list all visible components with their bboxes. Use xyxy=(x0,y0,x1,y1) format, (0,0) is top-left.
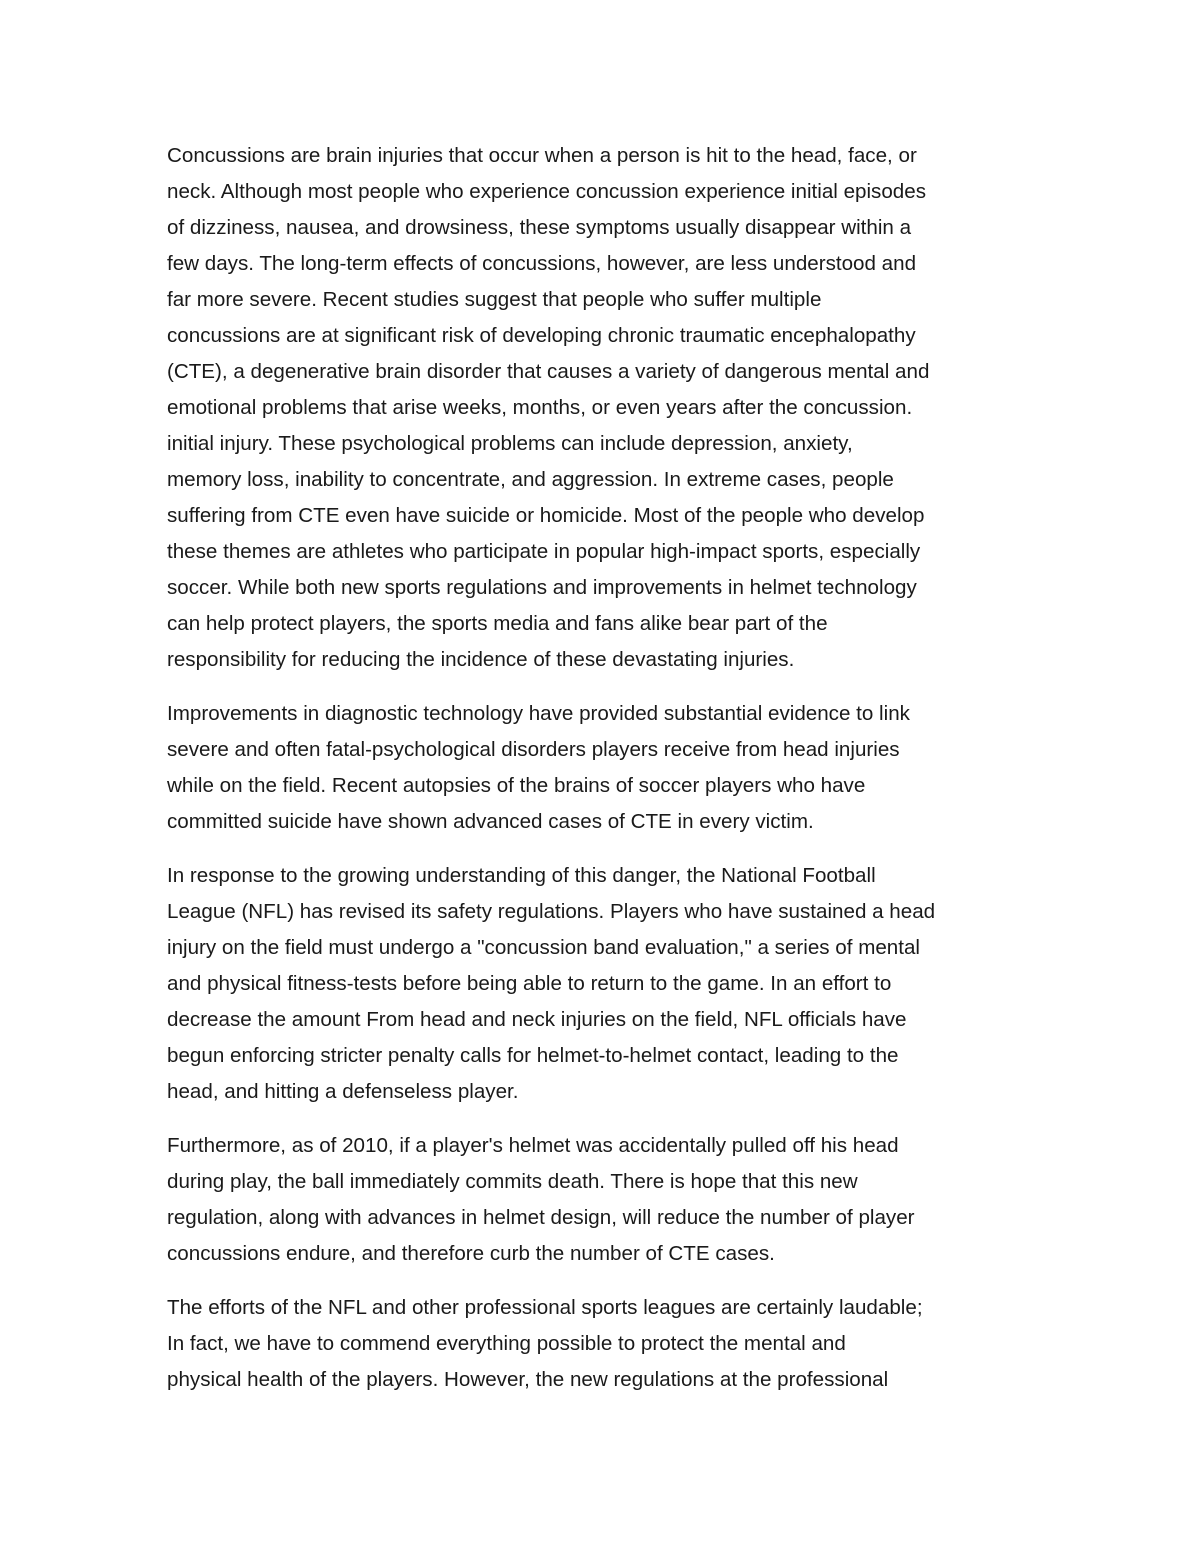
text-line: far more severe. Recent studies suggest that people who suffer multiple xyxy=(167,288,822,311)
text-line: of dizziness, nausea, and drowsiness, these symptoms usually disappear within a xyxy=(167,216,912,239)
text-line: responsibility for reducing the incidence of these devastating injuries. xyxy=(167,648,795,671)
text-line: while on the field. Recent autopsies of the brains of soccer players who have xyxy=(167,774,866,797)
text-line: few days. The long-term effects of concussions, however, are less understood and xyxy=(167,252,917,275)
text-line: and physical fitness-tests before being able to return to the game. In an effort to xyxy=(167,972,892,995)
text-line: Furthermore, as of 2010, if a player's helmet was accidentally pulled off his head xyxy=(167,1134,899,1157)
text-line: committed suicide have shown advanced cases of CTE in every victim. xyxy=(167,810,814,833)
text-line: League (NFL) has revised its safety regulations. Players who have sustained a head xyxy=(167,900,936,923)
text-line: initial injury. These psychological problems can include depression, anxiety, xyxy=(167,432,853,455)
document-body xyxy=(167,138,1047,1416)
text-line: injury on the field must undergo a "concussion band evaluation," a series of mental xyxy=(167,936,921,959)
paragraph-2 xyxy=(167,696,1047,840)
text-line: decrease the amount From head and neck injuries on the field, NFL officials have xyxy=(167,1008,907,1031)
text-line: these themes are athletes who participate in popular high-impact sports, especially xyxy=(167,540,921,563)
text-line: In response to the growing understanding of this danger, the National Football xyxy=(167,864,876,887)
text-line: Improvements in diagnostic technology have provided substantial evidence to link xyxy=(167,702,910,725)
text-line: head, and hitting a defenseless player. xyxy=(167,1080,519,1103)
text-line: can help protect players, the sports media and fans alike bear part of the xyxy=(167,612,828,635)
paragraph-5 xyxy=(167,1290,1047,1398)
paragraph-1 xyxy=(167,138,1047,678)
text-line: regulation, along with advances in helmet design, will reduce the number of player xyxy=(167,1206,915,1229)
text-line: Concussions are brain injuries that occur when a person is hit to the head, face, or xyxy=(167,144,917,167)
text-line: memory loss, inability to concentrate, and aggression. In extreme cases, people xyxy=(167,468,894,491)
text-line: begun enforcing stricter penalty calls for helmet-to-helmet contact, leading to the xyxy=(167,1044,899,1067)
text-line: In fact, we have to commend everything possible to protect the mental and xyxy=(167,1332,846,1355)
text-line: during play, the ball immediately commits death. There is hope that this new xyxy=(167,1170,858,1193)
text-line: neck. Although most people who experience concussion experience initial episodes xyxy=(167,180,927,203)
text-line: physical health of the players. However, the new regulations at the professional xyxy=(167,1368,889,1391)
text-line: (CTE), a degenerative brain disorder that causes a variety of dangerous mental and xyxy=(167,360,930,383)
text-line: soccer. While both new sports regulations and improvements in helmet technology xyxy=(167,576,917,599)
text-line: concussions are at significant risk of developing chronic traumatic encephalopathy xyxy=(167,324,916,347)
text-line: severe and often fatal-psychological disorders players receive from head injuries xyxy=(167,738,900,761)
paragraph-4 xyxy=(167,1128,1047,1272)
text-line: emotional problems that arise weeks, months, or even years after the concussion. xyxy=(167,396,913,419)
text-line: suffering from CTE even have suicide or homicide. Most of the people who develop xyxy=(167,504,925,527)
text-line: The efforts of the NFL and other professional sports leagues are certainly laudable; xyxy=(167,1296,923,1319)
text-line: concussions endure, and therefore curb the number of CTE cases. xyxy=(167,1242,775,1265)
paragraph-3 xyxy=(167,858,1047,1110)
